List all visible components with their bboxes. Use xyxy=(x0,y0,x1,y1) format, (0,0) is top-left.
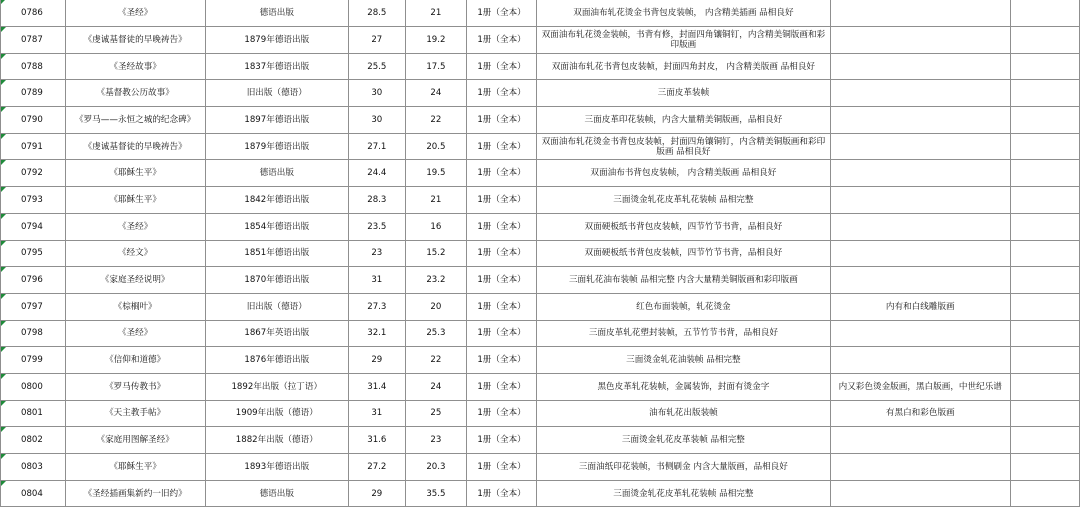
binding-cell[interactable]: 三面烫金轧花皮革装帧 品相完整 xyxy=(536,427,830,454)
table-row xyxy=(1,373,1080,400)
notes-cell[interactable] xyxy=(830,133,1010,160)
empty-cell[interactable] xyxy=(1010,53,1079,80)
height-cell[interactable]: 27.1 xyxy=(349,133,406,160)
lot-number-cell[interactable]: 0795 xyxy=(1,240,66,267)
table-row xyxy=(1,0,1080,27)
lot-number-cell[interactable]: 0804 xyxy=(1,480,66,507)
table-row xyxy=(1,454,1080,481)
edition-cell[interactable]: 1879年德语出版 xyxy=(205,133,348,160)
table-row xyxy=(1,347,1080,374)
lot-number-cell[interactable]: 0793 xyxy=(1,187,66,214)
notes-cell[interactable] xyxy=(830,427,1010,454)
title-cell[interactable]: 《家庭用图解圣经》 xyxy=(65,427,205,454)
binding-cell[interactable]: 三面油纸印花装帧，书侧刷金 内含大量版画，品相良好 xyxy=(536,454,830,481)
edition-cell[interactable]: 1909年出版（德语） xyxy=(205,400,348,427)
volumes-cell[interactable]: 1册（全本） xyxy=(467,160,537,187)
edition-cell[interactable]: 1893年德语出版 xyxy=(205,454,348,481)
width-cell[interactable]: 17.5 xyxy=(405,53,467,80)
height-cell[interactable]: 23 xyxy=(349,240,406,267)
notes-cell[interactable] xyxy=(830,107,1010,134)
edition-cell[interactable]: 德语出版 xyxy=(205,0,348,27)
title-cell[interactable]: 《罗马——永恒之城的纪念碑》 xyxy=(65,107,205,134)
empty-cell[interactable] xyxy=(1010,0,1079,27)
width-cell[interactable]: 25 xyxy=(405,400,467,427)
edition-cell[interactable]: 旧出版（德语） xyxy=(205,80,348,107)
lot-number-cell[interactable]: 0796 xyxy=(1,267,66,294)
title-cell[interactable]: 《耶稣生平》 xyxy=(65,160,205,187)
table-row xyxy=(1,27,1080,54)
empty-cell[interactable] xyxy=(1010,240,1079,267)
lot-number-cell[interactable]: 0792 xyxy=(1,160,66,187)
binding-cell[interactable]: 黑色皮革轧花装帧，金属装饰，封面有烫金字 xyxy=(536,373,830,400)
width-cell[interactable]: 23.2 xyxy=(405,267,467,294)
empty-cell[interactable] xyxy=(1010,187,1079,214)
empty-cell[interactable] xyxy=(1010,480,1079,507)
table-row xyxy=(1,293,1080,320)
width-cell[interactable]: 35.5 xyxy=(405,480,467,507)
table-row xyxy=(1,400,1080,427)
edition-cell[interactable]: 1882年出版（德语） xyxy=(205,427,348,454)
title-cell[interactable]: 《虔诚基督徒的早晚祷告》 xyxy=(65,27,205,54)
notes-cell[interactable] xyxy=(830,240,1010,267)
volumes-cell[interactable]: 1册（全本） xyxy=(467,347,537,374)
volumes-cell[interactable]: 1册（全本） xyxy=(467,213,537,240)
volumes-cell[interactable]: 1册（全本） xyxy=(467,187,537,214)
binding-cell[interactable]: 双面硬板纸书背包皮装帧，四节竹节书背，品相良好 xyxy=(536,213,830,240)
height-cell[interactable]: 31 xyxy=(349,400,406,427)
volumes-cell[interactable]: 1册（全本） xyxy=(467,400,537,427)
volumes-cell[interactable]: 1册（全本） xyxy=(467,27,537,54)
table-body xyxy=(1,0,1080,507)
title-cell[interactable]: 《基督教公历故事》 xyxy=(65,80,205,107)
binding-cell[interactable]: 三面皮革印花装帧，内含大量精美铜版画，品相良好 xyxy=(536,107,830,134)
notes-cell[interactable] xyxy=(830,187,1010,214)
notes-cell[interactable] xyxy=(830,347,1010,374)
height-cell[interactable]: 29 xyxy=(349,480,406,507)
empty-cell[interactable] xyxy=(1010,213,1079,240)
table-row xyxy=(1,133,1080,160)
height-cell[interactable]: 24.4 xyxy=(349,160,406,187)
title-cell[interactable]: 《信仰和道德》 xyxy=(65,347,205,374)
height-cell[interactable]: 27.3 xyxy=(349,293,406,320)
height-cell[interactable]: 32.1 xyxy=(349,320,406,347)
edition-cell[interactable]: 旧出版（德语） xyxy=(205,293,348,320)
title-cell[interactable]: 《天主教手帖》 xyxy=(65,400,205,427)
lot-number-cell[interactable]: 0799 xyxy=(1,347,66,374)
edition-cell[interactable]: 1851年德语出版 xyxy=(205,240,348,267)
height-cell[interactable]: 31 xyxy=(349,267,406,294)
height-cell[interactable]: 27.2 xyxy=(349,454,406,481)
height-cell[interactable]: 30 xyxy=(349,80,406,107)
title-cell[interactable]: 《经文》 xyxy=(65,240,205,267)
height-cell[interactable]: 31.6 xyxy=(349,427,406,454)
empty-cell[interactable] xyxy=(1010,133,1079,160)
notes-cell[interactable] xyxy=(830,480,1010,507)
empty-cell[interactable] xyxy=(1010,427,1079,454)
empty-cell[interactable] xyxy=(1010,293,1079,320)
edition-cell[interactable]: 1854年德语出版 xyxy=(205,213,348,240)
title-cell[interactable]: 《家庭圣经说明》 xyxy=(65,267,205,294)
height-cell[interactable]: 25.5 xyxy=(349,53,406,80)
empty-cell[interactable] xyxy=(1010,267,1079,294)
notes-cell[interactable] xyxy=(830,267,1010,294)
empty-cell[interactable] xyxy=(1010,27,1079,54)
empty-cell[interactable] xyxy=(1010,107,1079,134)
binding-cell[interactable]: 油布轧花出版装帧 xyxy=(536,400,830,427)
lot-number-cell[interactable]: 0788 xyxy=(1,53,66,80)
binding-cell[interactable]: 三面轧花油布装帧 品相完整 内含大量精美铜版画和彩印版画 xyxy=(536,267,830,294)
height-cell[interactable]: 30 xyxy=(349,107,406,134)
notes-cell[interactable]: 有黑白和彩色版画 xyxy=(830,400,1010,427)
height-cell[interactable]: 23.5 xyxy=(349,213,406,240)
table-row xyxy=(1,213,1080,240)
table-row xyxy=(1,320,1080,347)
width-cell[interactable]: 20.5 xyxy=(405,133,467,160)
table-row xyxy=(1,427,1080,454)
edition-cell[interactable]: 1879年德语出版 xyxy=(205,27,348,54)
empty-cell[interactable] xyxy=(1010,160,1079,187)
title-cell[interactable]: 《圣经》 xyxy=(65,213,205,240)
table-row xyxy=(1,240,1080,267)
title-cell[interactable]: 《圣经》 xyxy=(65,320,205,347)
binding-cell[interactable]: 三面烫金轧花油装帧 品相完整 xyxy=(536,347,830,374)
volumes-cell[interactable]: 1册（全本） xyxy=(467,267,537,294)
height-cell[interactable]: 29 xyxy=(349,347,406,374)
lot-number-cell[interactable]: 0790 xyxy=(1,107,66,134)
lot-number-cell[interactable]: 0801 xyxy=(1,400,66,427)
notes-cell[interactable] xyxy=(830,160,1010,187)
lot-number-cell[interactable]: 0787 xyxy=(1,27,66,54)
height-cell[interactable]: 28.5 xyxy=(349,0,406,27)
binding-cell[interactable]: 双面油布书背包皮装帧， 内含精美版画 品相良好 xyxy=(536,160,830,187)
edition-cell[interactable]: 1842年德语出版 xyxy=(205,187,348,214)
lot-number-cell[interactable]: 0800 xyxy=(1,373,66,400)
volumes-cell[interactable]: 1册（全本） xyxy=(467,80,537,107)
table-row xyxy=(1,160,1080,187)
title-cell[interactable]: 《棕榈叶》 xyxy=(65,293,205,320)
binding-cell[interactable]: 三面皮革装帧 xyxy=(536,80,830,107)
notes-cell[interactable] xyxy=(830,213,1010,240)
volumes-cell[interactable]: 1册（全本） xyxy=(467,53,537,80)
notes-cell[interactable] xyxy=(830,27,1010,54)
edition-cell[interactable]: 1876年德语出版 xyxy=(205,347,348,374)
width-cell[interactable]: 22 xyxy=(405,347,467,374)
empty-cell[interactable] xyxy=(1010,373,1079,400)
width-cell[interactable]: 20.3 xyxy=(405,454,467,481)
binding-cell[interactable]: 红色布面装帧，轧花烫金 xyxy=(536,293,830,320)
lot-number-cell[interactable]: 0802 xyxy=(1,427,66,454)
volumes-cell[interactable]: 1册（全本） xyxy=(467,293,537,320)
width-cell[interactable]: 19.5 xyxy=(405,160,467,187)
table-row xyxy=(1,53,1080,80)
notes-cell[interactable] xyxy=(830,454,1010,481)
height-cell[interactable]: 28.3 xyxy=(349,187,406,214)
edition-cell[interactable]: 1897年德语出版 xyxy=(205,107,348,134)
volumes-cell[interactable]: 1册（全本） xyxy=(467,240,537,267)
title-cell[interactable]: 《罗马传教书》 xyxy=(65,373,205,400)
edition-cell[interactable]: 1892年出版（拉丁语） xyxy=(205,373,348,400)
title-cell[interactable]: 《圣经插画集新约一旧约》 xyxy=(65,480,205,507)
width-cell[interactable]: 19.2 xyxy=(405,27,467,54)
title-cell[interactable]: 《虔诚基督徒的早晚祷告》 xyxy=(65,133,205,160)
notes-cell[interactable] xyxy=(830,53,1010,80)
lot-number-cell[interactable]: 0797 xyxy=(1,293,66,320)
volumes-cell[interactable]: 1册（全本） xyxy=(467,133,537,160)
notes-cell[interactable]: 内又彩色烫金版画，黑白版画，中世纪乐谱 xyxy=(830,373,1010,400)
volumes-cell[interactable]: 1册（全本） xyxy=(467,373,537,400)
width-cell[interactable]: 21 xyxy=(405,0,467,27)
binding-cell[interactable]: 双面油布轧花烫金书背包皮装帧， 内含精美插画 品相良好 xyxy=(536,0,830,27)
binding-cell[interactable]: 三面皮革轧花塑封装帧，五节竹节书背，品相良好 xyxy=(536,320,830,347)
empty-cell[interactable] xyxy=(1010,400,1079,427)
notes-cell[interactable]: 内有和白线雕版画 xyxy=(830,293,1010,320)
volumes-cell[interactable]: 1册（全本） xyxy=(467,480,537,507)
binding-cell[interactable]: 双面油布轧花书背包皮装帧，封面四角封皮， 内含精美版画 品相良好 xyxy=(536,53,830,80)
volumes-cell[interactable]: 1册（全本） xyxy=(467,0,537,27)
title-cell[interactable]: 《圣经》 xyxy=(65,0,205,27)
table-row xyxy=(1,187,1080,214)
empty-cell[interactable] xyxy=(1010,454,1079,481)
edition-cell[interactable]: 1870年德语出版 xyxy=(205,267,348,294)
edition-cell[interactable]: 1867年英语出版 xyxy=(205,320,348,347)
empty-cell[interactable] xyxy=(1010,80,1079,107)
volumes-cell[interactable]: 1册（全本） xyxy=(467,107,537,134)
lot-number-cell[interactable]: 0786 xyxy=(1,0,66,27)
edition-cell[interactable]: 1837年德语出版 xyxy=(205,53,348,80)
width-cell[interactable]: 20 xyxy=(405,293,467,320)
table-row xyxy=(1,480,1080,507)
volumes-cell[interactable]: 1册（全本） xyxy=(467,320,537,347)
width-cell[interactable]: 24 xyxy=(405,373,467,400)
title-cell[interactable]: 《耶稣生平》 xyxy=(65,187,205,214)
binding-cell[interactable]: 双面油布轧花烫金书背包皮装帧，封面四角镶铜钉，内含精美铜版画和彩印版画 品相良好 xyxy=(536,133,830,160)
empty-cell[interactable] xyxy=(1010,320,1079,347)
lot-number-cell[interactable]: 0803 xyxy=(1,454,66,481)
width-cell[interactable]: 22 xyxy=(405,107,467,134)
height-cell[interactable]: 31.4 xyxy=(349,373,406,400)
notes-cell[interactable] xyxy=(830,80,1010,107)
empty-cell[interactable] xyxy=(1010,347,1079,374)
title-cell[interactable]: 《耶稣生平》 xyxy=(65,454,205,481)
lot-number-cell[interactable]: 0794 xyxy=(1,213,66,240)
lot-number-cell[interactable]: 0791 xyxy=(1,133,66,160)
width-cell[interactable]: 24 xyxy=(405,80,467,107)
binding-cell[interactable]: 双面油布轧花烫金装帧，书背有修，封面四角镶铜钉，内含精美铜版画和彩印版画 xyxy=(536,27,830,54)
table-row xyxy=(1,267,1080,294)
edition-cell[interactable]: 德语出版 xyxy=(205,480,348,507)
height-cell[interactable]: 27 xyxy=(349,27,406,54)
notes-cell[interactable] xyxy=(830,320,1010,347)
title-cell[interactable]: 《圣经故事》 xyxy=(65,53,205,80)
binding-cell[interactable]: 三面烫金轧花皮革轧花装帧 品相完整 xyxy=(536,480,830,507)
table-row xyxy=(1,80,1080,107)
binding-cell[interactable]: 双面硬板纸书背包皮装帧，四节竹节书背，品相良好 xyxy=(536,240,830,267)
binding-cell[interactable]: 三面烫金轧花皮革轧花装帧 品相完整 xyxy=(536,187,830,214)
volumes-cell[interactable]: 1册（全本） xyxy=(467,454,537,481)
width-cell[interactable]: 21 xyxy=(405,187,467,214)
volumes-cell[interactable]: 1册（全本） xyxy=(467,427,537,454)
lot-number-cell[interactable]: 0798 xyxy=(1,320,66,347)
width-cell[interactable]: 15.2 xyxy=(405,240,467,267)
width-cell[interactable]: 23 xyxy=(405,427,467,454)
width-cell[interactable]: 25.3 xyxy=(405,320,467,347)
notes-cell[interactable] xyxy=(830,0,1010,27)
lot-number-cell[interactable]: 0789 xyxy=(1,80,66,107)
table-row xyxy=(1,107,1080,134)
edition-cell[interactable]: 德语出版 xyxy=(205,160,348,187)
width-cell[interactable]: 16 xyxy=(405,213,467,240)
